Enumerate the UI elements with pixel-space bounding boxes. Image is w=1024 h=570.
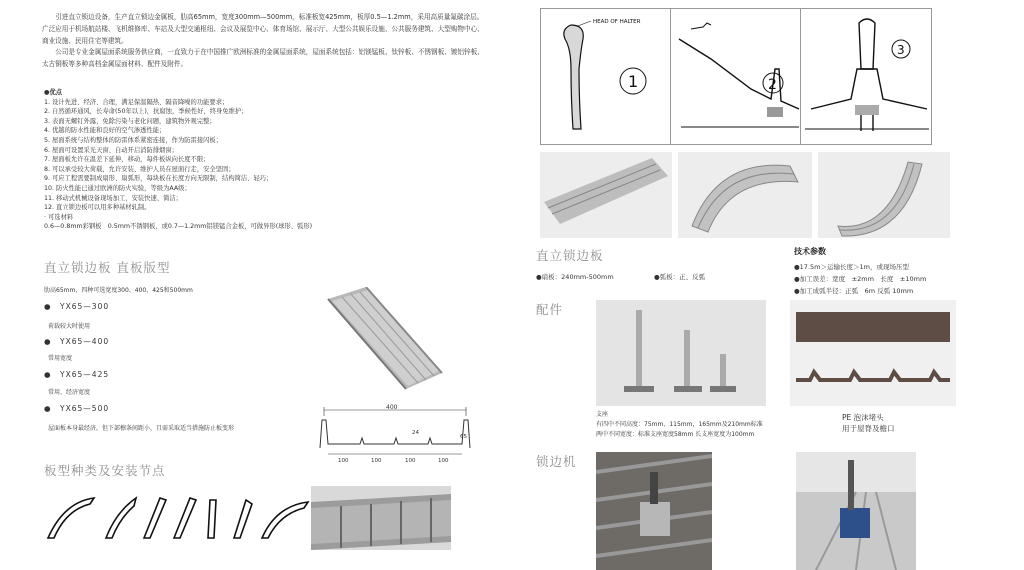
advantages-title: ●优点 xyxy=(44,89,63,96)
dim-height: 65 xyxy=(460,434,467,440)
intro-paragraph-1: 引进直立锁边设备，生产直立锁边金属板，肋高65mm，宽度300mm—500mm，标准板宽425mm，板厚0.5—1.2mm，采用高质量氟碳涂层。广泛应用于机场航站楼、飞机维修库、车站及大型交通枢纽、会议及展览中心、体育场馆、展示厅、大型公共娱乐设施、公共服务建筑、大型购物中心、商业设施、民用住宅等建筑。 xyxy=(42,13,484,45)
materials-title: · 可选材料 xyxy=(44,213,74,221)
advantage-item: 5. 屋面系统与结构整体的防雷体系紧密连接，作为防雷接闪板； xyxy=(44,136,223,144)
model-name: YX65—500 xyxy=(60,404,110,413)
panel-photo-reverse-arc xyxy=(818,152,950,238)
left-page xyxy=(0,0,500,570)
advantage-item: 6. 屋面可设置采光天窗、自动开启消防排烟窗； xyxy=(44,146,178,154)
advantage-item: 10. 防火性能已通过欧洲的防火实验，等级为AA级； xyxy=(44,184,191,192)
rib-height-text: 肋高65mm，四种可选宽度300、400、425和500mm xyxy=(44,287,193,294)
standing-seam-title: 直立锁边板 xyxy=(536,248,604,263)
dim-seam: 24 xyxy=(412,430,419,436)
flat-panel-photo xyxy=(318,287,446,390)
model-desc: 常用宽度 xyxy=(48,355,73,362)
advantage-item: 7. 屋面板允许在温差下延伸、移动，每件板纵向长度不限； xyxy=(44,156,210,164)
right-page xyxy=(524,0,1024,570)
model-item: ● YX65—400 xyxy=(44,337,110,346)
pe-foam-usage: 用于屋脊及檐口 xyxy=(842,424,895,433)
support-title: 支座 xyxy=(596,411,609,418)
profile-dimension-drawing xyxy=(316,404,474,466)
model-name: YX65—300 xyxy=(60,302,110,311)
tech-param-item: ●加工成弧半径：正弧 6m 反弧 10mm xyxy=(794,287,914,295)
seamer-photo-2 xyxy=(796,452,916,570)
panel-photo-straight xyxy=(540,152,672,238)
node-diagram-1 xyxy=(540,8,672,145)
flat-section-title: 直立锁边板 直板版型 xyxy=(44,260,171,275)
advantage-item: 2. 自然循环通风，长寿命(50年以上)，抗腐蚀，季候性好，终身免维护； xyxy=(44,108,248,116)
seamer-photo-1 xyxy=(596,452,712,570)
advantage-item: 9. 可应工程需要制成扇形、扇弧形，每块板在长度方向无限制，结构简洁、轻巧； xyxy=(44,175,273,183)
ribbed-panel-photo xyxy=(311,486,451,550)
support-heights: 有四中不同高度：75mm、115mm，165mm及210mm标准 xyxy=(596,421,763,428)
arc-panel-text: ●弧板：正、反弧 xyxy=(654,273,706,281)
parts-title: 配件 xyxy=(536,302,564,317)
tech-param-item: ●加工误差：宽度 ±2mm 长度 ±10mm xyxy=(794,275,927,283)
support-photo xyxy=(596,300,766,406)
dim-total: 400 xyxy=(386,404,398,411)
advantage-item: 3. 表面无螺钉外露，免除污染与老化问题，建筑物外观完整； xyxy=(44,117,216,125)
seamer-title: 锁边机 xyxy=(536,454,577,469)
diagram-number: 2 xyxy=(768,77,777,93)
types-section-title: 板型种类及安装节点 xyxy=(44,463,166,478)
dim-span: 100 xyxy=(338,458,349,464)
diagram-number: 1 xyxy=(628,72,639,91)
dim-span: 100 xyxy=(405,458,416,464)
dim-span: 100 xyxy=(438,458,449,464)
advantage-item: 11. 移动式机械设备现场加工，安装快速、简洁； xyxy=(44,194,182,202)
model-item: ● YX65—500 xyxy=(44,404,110,413)
model-item: ● YX65—425 xyxy=(44,370,110,379)
advantage-item: 1. 设计先进、经济、合理，满足保温隔热、隔音降噪的功能要求； xyxy=(44,98,229,106)
support-widths: 两中不同宽度：标准支座宽度58mm 长支座宽度为100mm xyxy=(596,431,755,438)
panel-photo-arc xyxy=(678,152,812,238)
advantages-list xyxy=(44,88,344,232)
model-name: YX65—425 xyxy=(60,370,110,379)
node-diagram-3 xyxy=(800,8,932,145)
dim-span: 100 xyxy=(371,458,382,464)
model-desc: 荷载较大时使用 xyxy=(48,323,91,330)
diagram-number: 3 xyxy=(897,43,905,57)
pe-foam-label: PE 泡沫堵头 xyxy=(842,413,884,422)
model-desc: 屋面板本身最经济，但下部檩条间距小，且需采取适当措施防止板变形 xyxy=(48,425,235,432)
pe-foam-photo xyxy=(790,300,956,406)
intro-paragraph-2: 公司是专业金属屋面系统服务供应商，一直致力于在中国推广欧洲标准的金属屋面系统，屋面系统包括：铝镁锰板、钛锌板、不锈钢板、镀铝锌板、太古铜板等多种高档金属屋面材料、配件及附件。 xyxy=(42,48,484,69)
intro-text xyxy=(42,12,487,71)
advantage-item: 4. 优越的防水性能和良好的空气渗透性能； xyxy=(44,127,166,135)
advantage-item: 8. 可以承受较大荷载，允许安装、维护人员在屋面行走，安全坚固； xyxy=(44,165,235,173)
panel-types-drawing xyxy=(44,492,312,544)
tech-param-item: ●17.5m＞运输长度＞1m，或现场压型 xyxy=(794,263,909,271)
node-diagram-2 xyxy=(670,8,802,145)
model-item: ● YX65—300 xyxy=(44,302,110,311)
fan-panel-text: ●扇板：240mm-500mm xyxy=(536,273,614,281)
materials-text: 0.6—0.8mm彩钢板 0.5mm不锈钢板，或0.7—1.2mm铝镁锰合金板，可做异形(球形、弧形) xyxy=(44,223,313,231)
model-name: YX65—400 xyxy=(60,337,110,346)
advantage-item: 12. 直立锁边板可以用多种基材轧制。 xyxy=(44,204,151,212)
head-of-halter-label: HEAD OF HALTER xyxy=(593,19,641,25)
model-desc: 常用、经济宽度 xyxy=(48,389,91,396)
tech-params-title: 技术参数 xyxy=(794,247,826,256)
